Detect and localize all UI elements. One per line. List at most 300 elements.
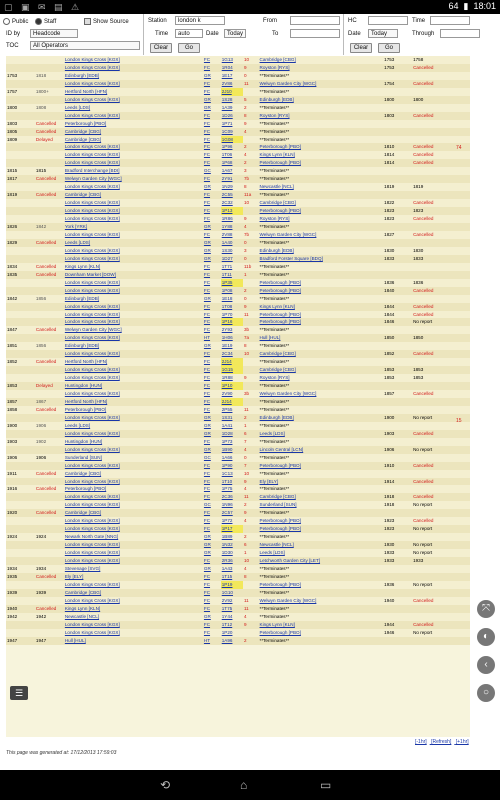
destination-link[interactable]: Letchworth Garden City [LET]: [259, 557, 384, 565]
recent-apps-icon[interactable]: ▭: [320, 778, 332, 792]
origin-link[interactable]: Leeds [LDS]: [64, 422, 203, 430]
origin-link[interactable]: Edinburgh [EDB]: [64, 342, 203, 350]
headcode-link[interactable]: 2Y91: [221, 175, 243, 183]
origin-link[interactable]: Welwyn Garden City [WGC]: [64, 175, 203, 183]
origin-link[interactable]: London Kings Cross [KGX]: [64, 374, 203, 382]
headcode-link[interactable]: 1D26: [221, 112, 243, 120]
operator-link[interactable]: FC: [203, 287, 221, 295]
origin-link[interactable]: London Kings Cross [KGX]: [64, 311, 203, 319]
destination-link[interactable]: Cambridge [CBG]: [259, 350, 384, 358]
operator-link[interactable]: FC: [203, 597, 221, 605]
origin-link[interactable]: Huntingdon [HUN]: [64, 438, 203, 446]
operator-link[interactable]: FC: [203, 517, 221, 525]
origin-link[interactable]: Hull [HUL]: [64, 637, 203, 645]
date2-select[interactable]: [368, 29, 398, 38]
headcode-link[interactable]: 1N29: [221, 183, 243, 191]
headcode-link[interactable]: 1P08: [221, 287, 243, 295]
scheduled-time: [6, 143, 35, 151]
origin-link[interactable]: London Kings Cross [KGX]: [64, 151, 203, 159]
destination-link[interactable]: Peterborough [PBO]: [259, 318, 384, 326]
operator-link[interactable]: FC: [203, 390, 221, 398]
origin-link[interactable]: Kings Lynn [KLN]: [64, 263, 203, 271]
headcode-link[interactable]: 1B89: [221, 533, 243, 541]
origin-link[interactable]: London Kings Cross [KGX]: [64, 629, 203, 637]
destination-link[interactable]: Cambridge [CBG]: [259, 56, 384, 64]
public-radio[interactable]: [3, 18, 28, 25]
back-icon[interactable]: ⟲: [160, 778, 171, 792]
headcode-link[interactable]: 2V88: [221, 231, 243, 239]
origin-link[interactable]: London Kings Cross [KGX]: [64, 478, 203, 486]
operator-link[interactable]: FC: [203, 621, 221, 629]
circle-icon[interactable]: ○: [477, 684, 495, 702]
origin-link[interactable]: London Kings Cross [KGX]: [64, 207, 203, 215]
operator-link[interactable]: FC: [203, 279, 221, 287]
origin-link[interactable]: Cambridge [CBG]: [64, 191, 203, 199]
operator-link[interactable]: FC: [203, 462, 221, 470]
operator-link[interactable]: FC: [203, 525, 221, 533]
operator-link[interactable]: GC: [203, 501, 221, 509]
earlier-link[interactable]: [-1hr]: [415, 739, 427, 745]
headcode-link[interactable]: 2Y93: [221, 326, 243, 334]
headcode-link[interactable]: 1P17: [221, 525, 243, 533]
headcode-link[interactable]: 2C32: [221, 199, 243, 207]
date-select[interactable]: [224, 29, 246, 38]
origin-link[interactable]: Bradford Interchange [BDI]: [64, 167, 203, 175]
origin-link[interactable]: Leeds [LDS]: [64, 239, 203, 247]
headcode-link[interactable]: 1P75: [221, 485, 243, 493]
origin-link[interactable]: London Kings Cross [KGX]: [64, 525, 203, 533]
operator-link[interactable]: FC: [203, 263, 221, 271]
later-link[interactable]: [+1hr]: [455, 739, 469, 745]
expand-icon[interactable]: ⤧: [477, 600, 495, 618]
headcode-link[interactable]: 1A40: [221, 239, 243, 247]
origin-link[interactable]: Downham Market [DOW]: [64, 271, 203, 279]
origin-link[interactable]: Leeds [LDS]: [64, 104, 203, 112]
spacer: [441, 366, 470, 374]
origin-link[interactable]: London Kings Cross [KGX]: [64, 231, 203, 239]
origin-link[interactable]: Ely [ELY]: [64, 573, 203, 581]
headcode-link[interactable]: 1B90: [221, 446, 243, 454]
table-row: [6, 318, 470, 326]
origin-link[interactable]: London Kings Cross [KGX]: [64, 318, 203, 326]
origin-link[interactable]: London Kings Cross [KGX]: [64, 517, 203, 525]
origin-link[interactable]: York [YRK]: [64, 223, 203, 231]
operator-link[interactable]: FC: [203, 318, 221, 326]
headcode-link[interactable]: 1E18: [221, 295, 243, 303]
operator-link[interactable]: FC: [203, 64, 221, 72]
headcode-link[interactable]: 1A66: [221, 454, 243, 462]
origin-link[interactable]: Newark North Gate [NNG]: [64, 533, 203, 541]
operator-link[interactable]: FC: [203, 151, 221, 159]
origin-link[interactable]: London Kings Cross [KGX]: [64, 255, 203, 263]
operator-link[interactable]: GR: [203, 422, 221, 430]
operator-link[interactable]: GR: [203, 255, 221, 263]
destination-link[interactable]: Peterborough [PBO]: [259, 629, 384, 637]
destination-link[interactable]: Peterborough [PBO]: [259, 581, 384, 589]
operator-link[interactable]: GR: [203, 430, 221, 438]
origin-link[interactable]: London Kings Cross [KGX]: [64, 557, 203, 565]
operator-link[interactable]: FC: [203, 191, 221, 199]
origin-link[interactable]: London Kings Cross [KGX]: [64, 143, 203, 151]
headcode-link[interactable]: 1T15: [221, 573, 243, 581]
refresh-link[interactable]: [Refresh]: [431, 739, 452, 745]
headcode-link[interactable]: 1P16: [221, 318, 243, 326]
operator-link[interactable]: FC: [203, 485, 221, 493]
origin-link[interactable]: London Kings Cross [KGX]: [64, 112, 203, 120]
operator-link[interactable]: FC: [203, 589, 221, 597]
operator-link[interactable]: FC: [203, 358, 221, 366]
headcode-link[interactable]: 1T11: [221, 271, 243, 279]
origin-link[interactable]: Cambridge [CBG]: [64, 470, 203, 478]
staff-radio[interactable]: [35, 18, 56, 25]
destination-link[interactable]: Royston [RYS]: [259, 64, 384, 72]
headcode-link[interactable]: 1A67: [221, 167, 243, 175]
operator-link[interactable]: FC: [203, 605, 221, 613]
headcode-link[interactable]: 1P13: [221, 207, 243, 215]
origin-link[interactable]: Hertford North [HFN]: [64, 88, 203, 96]
headcode-link[interactable]: 1T06: [221, 151, 243, 159]
headcode-link[interactable]: 1P90: [221, 462, 243, 470]
headcode-link[interactable]: 1P71: [221, 120, 243, 128]
headcode-link[interactable]: 1T08: [221, 303, 243, 311]
headcode-link[interactable]: 2V86: [221, 80, 243, 88]
operator-link[interactable]: GR: [203, 72, 221, 80]
operator-link[interactable]: FC: [203, 207, 221, 215]
operator-link[interactable]: GC: [203, 167, 221, 175]
destination-link[interactable]: Royston [RYS]: [259, 112, 384, 120]
origin-link[interactable]: London Kings Cross [KGX]: [64, 493, 203, 501]
headcode-link[interactable]: 1T75: [221, 605, 243, 613]
menu-icon[interactable]: ☰: [10, 686, 28, 700]
destination-link[interactable]: Kings Lynn [KLN]: [259, 621, 384, 629]
origin-link[interactable]: Welwyn Garden City [WGC]: [64, 326, 203, 334]
origin-link[interactable]: Cambridge [CBG]: [64, 136, 203, 144]
destination-link[interactable]: Cambridge [CBG]: [259, 493, 384, 501]
destination-link[interactable]: Peterborough [PBO]: [259, 525, 384, 533]
show-source-checkbox[interactable]: [84, 18, 129, 25]
origin-link[interactable]: Stevenage [SVG]: [64, 565, 203, 573]
headcode-link[interactable]: 1P96: [221, 143, 243, 151]
origin-link[interactable]: Edinburgh [EDB]: [64, 295, 203, 303]
headcode-link[interactable]: 1S28: [221, 96, 243, 104]
destination-link[interactable]: Edinburgh [EDB]: [259, 414, 384, 422]
departure-actual: [412, 398, 441, 406]
operator-link[interactable]: FC: [203, 56, 221, 64]
headcode-link[interactable]: 2R36: [221, 557, 243, 565]
headcode-link[interactable]: 1A41: [221, 422, 243, 430]
operator-link[interactable]: FC: [203, 326, 221, 334]
destination-link[interactable]: Peterborough [PBO]: [259, 462, 384, 470]
operator-link[interactable]: FC: [203, 271, 221, 279]
operator-link[interactable]: FC: [203, 303, 221, 311]
origin-link[interactable]: London Kings Cross [KGX]: [64, 215, 203, 223]
headcode-link[interactable]: 1E17: [221, 72, 243, 80]
idby-select[interactable]: [30, 29, 78, 38]
origin-link[interactable]: London Kings Cross [KGX]: [64, 414, 203, 422]
destination-link[interactable]: Ely [ELY]: [259, 478, 384, 486]
operator-link[interactable]: GR: [203, 247, 221, 255]
destination-link[interactable]: Newcastle [NCL]: [259, 541, 384, 549]
operator-link[interactable]: FC: [203, 143, 221, 151]
operator-link[interactable]: GR: [203, 541, 221, 549]
destination-link[interactable]: Royston [RYS]: [259, 374, 384, 382]
destination-link[interactable]: Edinburgh [EDB]: [259, 96, 384, 104]
time-input[interactable]: [175, 29, 203, 38]
headcode-link[interactable]: 1R04: [221, 64, 243, 72]
destination-link[interactable]: Peterborough [PBO]: [259, 279, 384, 287]
departure-actual: [412, 509, 441, 517]
through-input[interactable]: [440, 29, 480, 38]
operator-link[interactable]: GR: [203, 96, 221, 104]
operator-link[interactable]: GR: [203, 565, 221, 573]
destination-link[interactable]: Lincoln Central [LCN]: [259, 446, 384, 454]
operator-link[interactable]: FC: [203, 112, 221, 120]
clear2-button[interactable]: Clear: [350, 43, 372, 53]
origin-link[interactable]: Peterborough [PBO]: [64, 406, 203, 414]
operator-link[interactable]: FC: [203, 438, 221, 446]
headcode-link[interactable]: 1R88: [221, 374, 243, 382]
origin-link[interactable]: London Kings Cross [KGX]: [64, 462, 203, 470]
origin-link[interactable]: London Kings Cross [KGX]: [64, 279, 203, 287]
operator-link[interactable]: FC: [203, 128, 221, 136]
destination-link[interactable]: Peterborough [PBO]: [259, 207, 384, 215]
origin-link[interactable]: Cambridge [CBG]: [64, 589, 203, 597]
origin-link[interactable]: Edinburgh [EDB]: [64, 72, 203, 80]
destination-link[interactable]: Cambridge [CBG]: [259, 366, 384, 374]
destination-link[interactable]: Cambridge [CBG]: [259, 199, 384, 207]
headcode-link[interactable]: 2J14: [221, 358, 243, 366]
headcode-link[interactable]: 1P19: [221, 581, 243, 589]
destination-link[interactable]: Welwyn Garden City [WGC]: [259, 597, 384, 605]
operator-link[interactable]: FC: [203, 374, 221, 382]
operator-link[interactable]: HT: [203, 637, 221, 645]
origin-link[interactable]: London Kings Cross [KGX]: [64, 621, 203, 629]
operator-link[interactable]: FC: [203, 398, 221, 406]
origin-link[interactable]: London Kings Cross [KGX]: [64, 303, 203, 311]
operator-link[interactable]: FC: [203, 493, 221, 501]
headcode-link[interactable]: 1A43: [221, 565, 243, 573]
operator-link[interactable]: GR: [203, 342, 221, 350]
operator-link[interactable]: FC: [203, 311, 221, 319]
operator-link[interactable]: GR: [203, 295, 221, 303]
headcode-link[interactable]: 1Y88: [221, 223, 243, 231]
headcode-link[interactable]: 2C34: [221, 350, 243, 358]
operator-link[interactable]: FC: [203, 159, 221, 167]
origin-link[interactable]: Hertford North [HFN]: [64, 398, 203, 406]
destination-link[interactable]: Leeds [LDS]: [259, 549, 384, 557]
destination-link[interactable]: Bradford Forster Square [BDQ]: [259, 255, 384, 263]
time2-input[interactable]: [430, 16, 470, 25]
operator-link[interactable]: FC: [203, 470, 221, 478]
operator-link[interactable]: GR: [203, 549, 221, 557]
clear-button[interactable]: Clear: [150, 43, 172, 53]
operator-link[interactable]: FC: [203, 199, 221, 207]
headcode-link[interactable]: 1D27: [221, 255, 243, 263]
operator-link[interactable]: FC: [203, 406, 221, 414]
operator-link[interactable]: FC: [203, 382, 221, 390]
destination-link[interactable]: Sunderland [SUN]: [259, 501, 384, 509]
origin-link[interactable]: London Kings Cross [KGX]: [64, 549, 203, 557]
operator-link[interactable]: FC: [203, 557, 221, 565]
destination-link[interactable]: Edinburgh [EDB]: [259, 247, 384, 255]
operator-link[interactable]: GR: [203, 239, 221, 247]
go2-button[interactable]: Go: [378, 43, 400, 53]
headcode-link[interactable]: 1S31: [221, 414, 243, 422]
destination-link[interactable]: Kings Lynn [KLN]: [259, 303, 384, 311]
operator-link[interactable]: FC: [203, 509, 221, 517]
origin-link[interactable]: London Kings Cross [KGX]: [64, 446, 203, 454]
operator-link[interactable]: GR: [203, 183, 221, 191]
spacer: [441, 637, 470, 645]
origin-link[interactable]: London Kings Cross [KGX]: [64, 56, 203, 64]
operator-link[interactable]: GC: [203, 454, 221, 462]
origin-link[interactable]: Cambridge [CBG]: [64, 128, 203, 136]
headcode-link[interactable]: 2V90: [221, 390, 243, 398]
origin-link[interactable]: London Kings Cross [KGX]: [64, 80, 203, 88]
origin-link[interactable]: London Kings Cross [KGX]: [64, 581, 203, 589]
headcode-link[interactable]: 1S30: [221, 247, 243, 255]
headcode-link[interactable]: 1G10: [221, 589, 243, 597]
headcode-link[interactable]: 1G13: [221, 56, 243, 64]
origin-link[interactable]: London Kings Cross [KGX]: [64, 366, 203, 374]
destination-link[interactable]: Leeds [LDS]: [259, 430, 384, 438]
origin-link[interactable]: Sunderland [SUN]: [64, 454, 203, 462]
headcode-link[interactable]: 2C57: [221, 509, 243, 517]
origin-link[interactable]: London Kings Cross [KGX]: [64, 390, 203, 398]
origin-link[interactable]: London Kings Cross [KGX]: [64, 64, 203, 72]
origin-link[interactable]: Huntingdon [HUN]: [64, 382, 203, 390]
home-icon[interactable]: ⌂: [240, 778, 248, 792]
destination-link[interactable]: Kings Lynn [KLN]: [259, 151, 384, 159]
headcode-link[interactable]: 1C13: [221, 470, 243, 478]
origin-link[interactable]: Hertford North [HFN]: [64, 358, 203, 366]
toc-select[interactable]: [30, 41, 140, 50]
table-row: [6, 438, 470, 446]
headcode-link[interactable]: 1E19: [221, 342, 243, 350]
hc-input[interactable]: [368, 16, 408, 25]
origin-link[interactable]: London Kings Cross [KGX]: [64, 350, 203, 358]
operator-link[interactable]: FC: [203, 175, 221, 183]
operator-link[interactable]: HT: [203, 334, 221, 342]
headcode-link[interactable]: 1A39: [221, 104, 243, 112]
headcode-link[interactable]: 1H06: [221, 334, 243, 342]
headcode-link[interactable]: 1P35: [221, 279, 243, 287]
origin-link[interactable]: Cambridge [CBG]: [64, 509, 203, 517]
headcode-link[interactable]: 1D30: [221, 549, 243, 557]
operator-link[interactable]: GR: [203, 414, 221, 422]
origin-link[interactable]: London Kings Cross [KGX]: [64, 541, 203, 549]
back-arrow-icon[interactable]: ‹: [477, 656, 495, 674]
destination-link[interactable]: Peterborough [PBO]: [259, 143, 384, 151]
operator-link[interactable]: GR: [203, 223, 221, 231]
headcode-link[interactable]: 1R86: [221, 215, 243, 223]
operator-link[interactable]: FC: [203, 136, 221, 144]
headcode-link[interactable]: 2C36: [221, 493, 243, 501]
from-input[interactable]: [290, 16, 340, 25]
headcode-link[interactable]: 1T10: [221, 478, 243, 486]
headcode-link[interactable]: 1P10: [221, 382, 243, 390]
operator-link[interactable]: FC: [203, 573, 221, 581]
destination-link[interactable]: Peterborough [PBO]: [259, 159, 384, 167]
headcode-link[interactable]: 1T12: [221, 621, 243, 629]
headcode-link[interactable]: 2P55: [221, 406, 243, 414]
origin-link[interactable]: London Kings Cross [KGX]: [64, 96, 203, 104]
origin-link[interactable]: London Kings Cross [KGX]: [64, 159, 203, 167]
headcode-link[interactable]: 2J10: [221, 88, 243, 96]
origin-link[interactable]: London Kings Cross [KGX]: [64, 183, 203, 191]
headcode-link[interactable]: 2C55: [221, 191, 243, 199]
headcode-link[interactable]: 1N32: [221, 541, 243, 549]
operator-link[interactable]: FC: [203, 478, 221, 486]
theme-icon[interactable]: ◐: [477, 628, 495, 646]
origin-link[interactable]: London Kings Cross [KGX]: [64, 597, 203, 605]
operator-link[interactable]: FC: [203, 80, 221, 88]
operator-link[interactable]: FC: [203, 629, 221, 637]
headcode-link[interactable]: 1P70: [221, 311, 243, 319]
go-button[interactable]: Go: [178, 43, 200, 53]
station-input[interactable]: [175, 16, 225, 25]
origin-link[interactable]: Newcastle [NCL]: [64, 613, 203, 621]
headcode-link[interactable]: 1G08: [221, 136, 243, 144]
destination-link[interactable]: Peterborough [PBO]: [259, 517, 384, 525]
operator-link[interactable]: FC: [203, 366, 221, 374]
to-input[interactable]: [290, 29, 340, 38]
origin-link[interactable]: London Kings Cross [KGX]: [64, 501, 203, 509]
headcode-link[interactable]: 1N96: [221, 501, 243, 509]
operator-link[interactable]: FC: [203, 350, 221, 358]
operator-link[interactable]: GR: [203, 533, 221, 541]
origin-link[interactable]: Peterborough [PBO]: [64, 120, 203, 128]
operator-link[interactable]: GR: [203, 613, 221, 621]
origin-link[interactable]: London Kings Cross [KGX]: [64, 334, 203, 342]
operator-link[interactable]: FC: [203, 215, 221, 223]
operator-link[interactable]: FC: [203, 120, 221, 128]
destination-link[interactable]: Peterborough [PBO]: [259, 311, 384, 319]
destination-link[interactable]: Welwyn Garden City [WGC]: [259, 231, 384, 239]
headcode-link[interactable]: 1C09: [221, 128, 243, 136]
destination-link[interactable]: Hull [HUL]: [259, 334, 384, 342]
headcode-link[interactable]: 1P72: [221, 517, 243, 525]
origin-link[interactable]: Peterborough [PBO]: [64, 485, 203, 493]
origin-link[interactable]: London Kings Cross [KGX]: [64, 199, 203, 207]
headcode-link[interactable]: 1P20: [221, 629, 243, 637]
destination-link[interactable]: Newcastle [NCL]: [259, 183, 384, 191]
headcode-link[interactable]: 2J14: [221, 398, 243, 406]
headcode-link[interactable]: 1T71: [221, 263, 243, 271]
destination-link[interactable]: Welwyn Garden City [WGC]: [259, 80, 384, 88]
headcode-link[interactable]: 2V92: [221, 597, 243, 605]
destination-link[interactable]: Welwyn Garden City [WGC]: [259, 390, 384, 398]
operator-link[interactable]: FC: [203, 88, 221, 96]
headcode-link[interactable]: 1P68: [221, 159, 243, 167]
origin-link[interactable]: London Kings Cross [KGX]: [64, 430, 203, 438]
headcode-link[interactable]: 1G15: [221, 366, 243, 374]
headcode-link[interactable]: 1P73: [221, 438, 243, 446]
operator-link[interactable]: GR: [203, 104, 221, 112]
headcode-link[interactable]: 1D28: [221, 430, 243, 438]
headcode-link[interactable]: 1A96: [221, 637, 243, 645]
table-row: [6, 143, 470, 151]
operator-link[interactable]: FC: [203, 581, 221, 589]
operator-link[interactable]: GR: [203, 446, 221, 454]
headcode-link[interactable]: 1Y44: [221, 613, 243, 621]
origin-link[interactable]: London Kings Cross [KGX]: [64, 287, 203, 295]
destination-link[interactable]: Peterborough [PBO]: [259, 287, 384, 295]
origin-link[interactable]: Kings Lynn [KLN]: [64, 605, 203, 613]
operator-link[interactable]: FC: [203, 231, 221, 239]
origin-link[interactable]: London Kings Cross [KGX]: [64, 247, 203, 255]
destination-link[interactable]: Royston [RYS]: [259, 215, 384, 223]
